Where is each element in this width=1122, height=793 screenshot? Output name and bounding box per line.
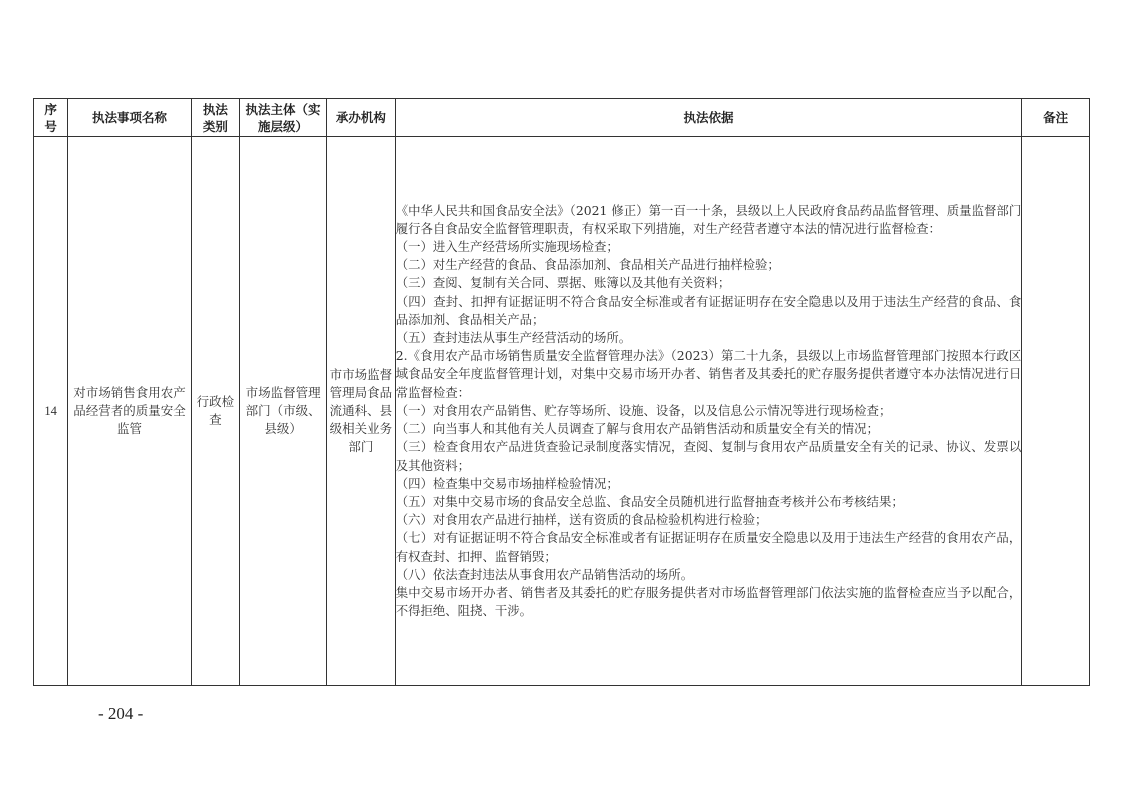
basis-paragraph: （二）对生产经营的食品、食品添加剂、食品相关产品进行抽样检验； — [395, 257, 780, 273]
cell-subject: 市场监督管理部门（市级、县级） — [240, 137, 327, 686]
basis-paragraph: （一）对食用农产品销售、贮存等场所、设施、设备，以及信息公示情况等进行现场检查； — [395, 402, 892, 418]
table-row — [34, 137, 1090, 686]
basis-paragraph: 《中华人民共和国食品安全法》（2021 修正）第一百一十条，县级以上人民政府食品药品监督管理、质量监督部门履行各自食品安全监督管理职责，有权采取下列措施，对生产经营者遵守本法的情况进行监督检查： — [395, 202, 1022, 236]
header-row — [34, 99, 1090, 137]
cell-note — [1022, 137, 1090, 686]
cell-seq: 14 — [34, 137, 68, 686]
basis-paragraph: （四）查封、扣押有证据证明不符合食品安全标准或者有证据证明存在安全隐患以及用于违法生产经营的食品、食品添加剂、食品相关产品； — [395, 293, 1022, 327]
header-type: 执法类别 — [191, 99, 240, 137]
basis-paragraph: （八）依法查封违法从事食用农产品销售活动的场所。 — [395, 566, 694, 582]
basis-paragraph: （三）查阅、复制有关合同、票据、账簿以及其他有关资料； — [395, 275, 731, 291]
basis-paragraph: （四）检查集中交易市场抽样检验情况； — [395, 475, 619, 491]
header-seq: 序号 — [34, 99, 68, 137]
header-name: 执法事项名称 — [68, 99, 191, 137]
enforcement-table — [33, 98, 1090, 686]
header-basis: 执法依据 — [395, 99, 1022, 137]
header-org: 承办机构 — [327, 99, 396, 137]
basis-paragraph: （五）对集中交易市场的食品安全总监、食品安全员随机进行监督抽查考核并公布考核结果； — [395, 493, 904, 509]
basis-paragraph: （一）进入生产经营场所实施现场检查； — [395, 239, 619, 255]
basis-paragraph: （七）对有证据证明不符合食品安全标准或者有证据证明存在质量安全隐患以及用于违法生产经营的食用农产品，有权查封、扣押、监督销毁； — [395, 530, 1022, 564]
basis-paragraph: 集中交易市场开办者、销售者及其委托的贮存服务提供者对市场监督管理部门依法实施的监督检查应当予以配合，不得拒绝、阻挠、干涉。 — [395, 584, 1022, 619]
basis-text — [396, 202, 1022, 621]
header-note: 备注 — [1022, 99, 1090, 137]
cell-name: 对市场销售食用农产品经营者的质量安全监管 — [68, 137, 191, 686]
header-subject: 执法主体（实施层级） — [240, 99, 327, 137]
cell-basis — [395, 137, 1022, 686]
basis-paragraph: 2.《食用农产品市场销售质量安全监督管理办法》（2023）第二十九条，县级以上市场监督管理部门按照本行政区域食品安全年度监督管理计划，对集中交易市场开办者、销售者及其委托的贮存服务提供者遵守本办法情况进行日常监督检查： — [395, 348, 1022, 400]
cell-type: 行政检查 — [191, 137, 240, 686]
page-number: - 204 - — [98, 704, 144, 723]
basis-paragraph: （六）对食用农产品进行抽样，送有资质的食品检验机构进行检验； — [395, 512, 768, 528]
basis-paragraph: （二）向当事人和其他有关人员调查了解与食用农产品销售活动和质量安全有关的情况； — [395, 421, 879, 437]
cell-org: 市市场监督管理局食品流通科、县级相关业务部门 — [327, 137, 396, 686]
basis-paragraph: （三）检查食用农产品进货查验记录制度落实情况，查阅、复制与食用农产品质量安全有关的记录、协议、发票以及其他资料； — [395, 439, 1022, 473]
basis-paragraph: （五）查封违法从事生产经营活动的场所。 — [395, 330, 632, 346]
